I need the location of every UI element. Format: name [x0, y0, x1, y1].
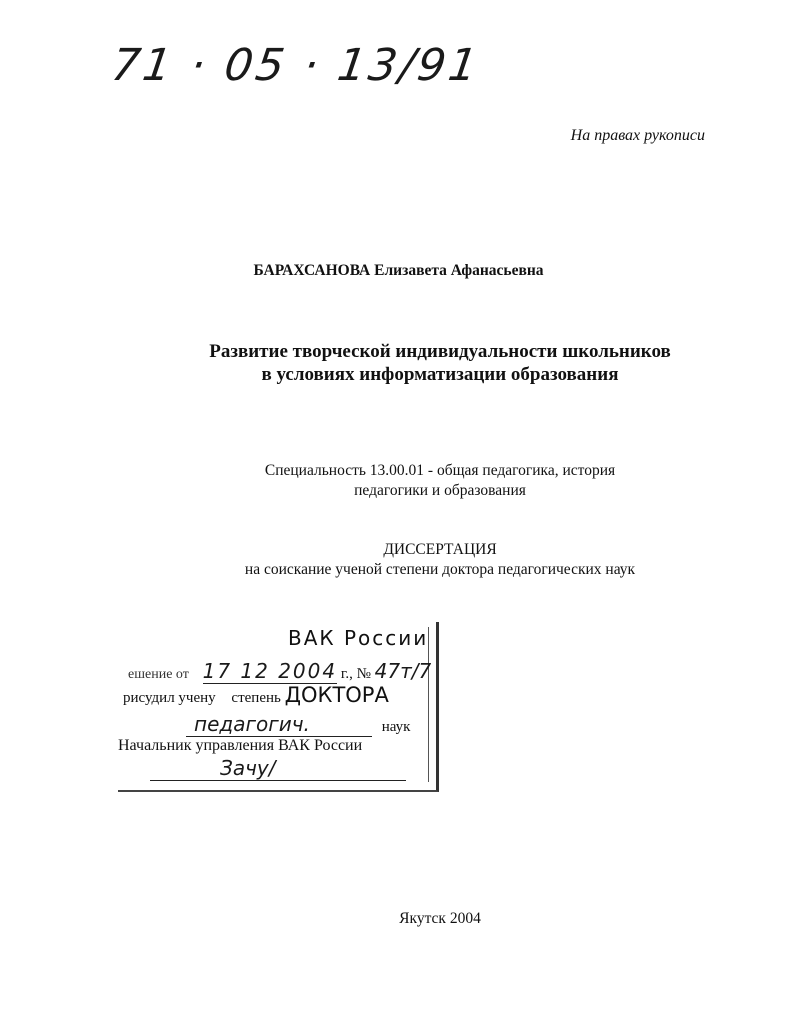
stamp-awarded-line: [123, 683, 389, 707]
dissertation-title: [0, 340, 797, 386]
stamp-decision-mid: г., №: [340, 666, 371, 682]
stamp-signature: Зачу/: [150, 756, 406, 781]
specialty-line-1: Специальность 13.00.01 - общая педагогика, история: [264, 462, 616, 479]
stamp-decision-line: [128, 659, 431, 683]
stamp-inner-edge: [428, 627, 431, 782]
stamp-org: ВАК России: [288, 626, 429, 650]
stamp-field-line: [186, 712, 426, 737]
dissertation-type: ДИССЕРТАЦИЯ: [383, 541, 497, 558]
dissertation-type-block: [0, 540, 797, 580]
dissertation-purpose: на соискание ученой степени доктора педагогических наук: [244, 561, 636, 578]
city-year: Якутск 2004: [399, 910, 481, 927]
stamp-degree: ДОКТОРА: [284, 683, 389, 707]
title-line-2: в условиях информатизации образования: [261, 364, 619, 385]
stamp-decision-number: 47т/7: [374, 659, 432, 683]
title-line-1: Развитие творческой индивидуальности школьников: [209, 341, 671, 362]
stamp-field: педагогич.: [186, 712, 372, 737]
stamp-head-title: Начальник управления ВАК России: [118, 737, 363, 754]
handwritten-catalog-number: 71 · 05 · 13/91: [108, 40, 484, 91]
stamp-decision-prefix: ешение от: [128, 667, 189, 682]
stamp-decision-date: 17 12 2004: [202, 659, 338, 683]
specialty-block: [0, 461, 797, 501]
author-name: БАРАХСАНОВА Елизавета Афанасьевна: [253, 262, 544, 279]
rights-note: На правах рукописи: [570, 127, 705, 144]
stamp-science: наук: [381, 719, 411, 735]
stamp-awarded-mid: степень: [231, 690, 281, 706]
stamp-awarded-prefix: рисудил учену: [123, 690, 216, 706]
specialty-line-2: педагогики и образования: [354, 482, 526, 499]
